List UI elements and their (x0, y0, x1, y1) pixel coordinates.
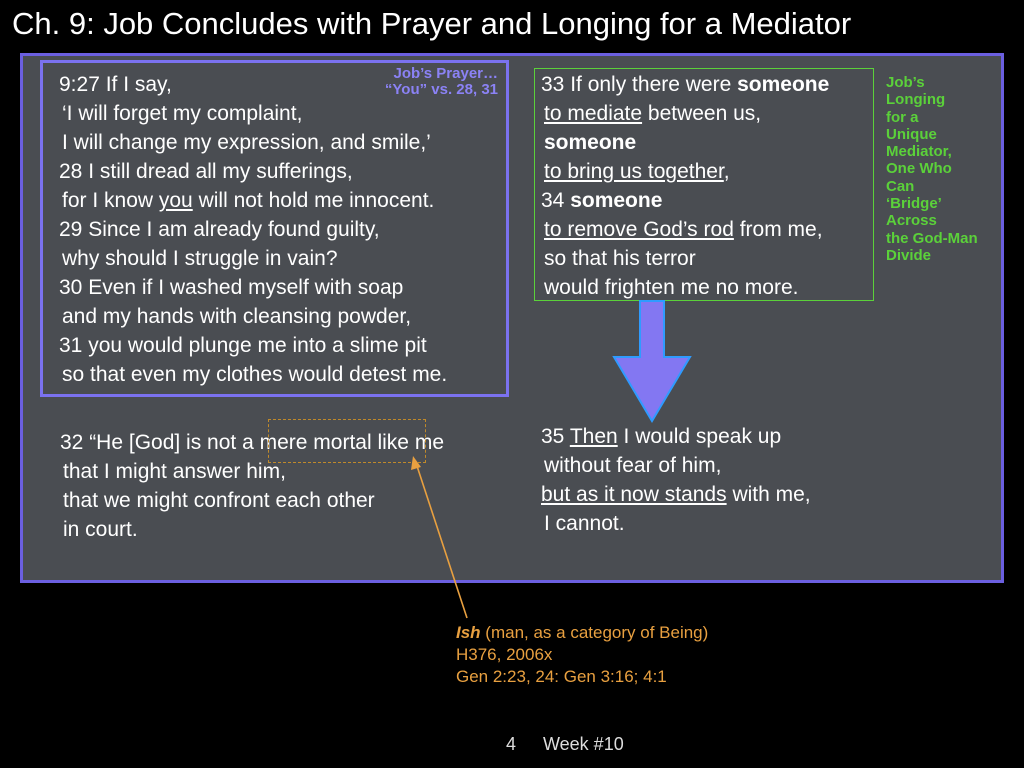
ish-word: Ish (456, 623, 481, 642)
verse-text: , (723, 160, 730, 183)
longing-label-line: Divide (886, 246, 932, 264)
verse-line: 30 Even if I washed myself with soap (59, 276, 404, 299)
verse-line (59, 186, 447, 215)
prayer-label (340, 66, 498, 98)
verse-line: that I might answer him, (63, 460, 286, 483)
underlined-phrase: to mediate (544, 102, 643, 125)
verse-text: from me, (733, 218, 823, 241)
longing-label-line: One Who (886, 160, 952, 178)
emphasis-someone: someone (737, 73, 830, 96)
verse-text: like me (371, 431, 444, 454)
down-arrow-icon (611, 300, 693, 424)
verse-text: between us, (642, 102, 762, 125)
verse-line: I cannot. (544, 512, 625, 535)
verse-line: so that even my clothes would detest me. (62, 363, 448, 386)
underlined-phrase: to remove God’s rod (544, 218, 734, 241)
verse-text: 33 If only there were (541, 73, 738, 96)
longing-label (886, 74, 978, 264)
verse-line: I will change my expression, and smile,’ (62, 131, 431, 154)
verse-line (541, 157, 829, 186)
verse-text: for I know (62, 189, 159, 212)
emphasis-someone: someone (544, 131, 637, 154)
verse-line: and my hands with cleansing powder, (62, 305, 412, 328)
verse-35-passage (541, 422, 811, 538)
week-label: Week #10 (543, 734, 624, 754)
verse-line: without fear of him, (544, 454, 722, 477)
ish-gloss: (man, as a category of Being) (480, 623, 709, 642)
verse-line: so that his terror (544, 247, 696, 270)
verse-text: with me, (726, 483, 811, 506)
emphasis-someone: someone (570, 189, 663, 212)
prayer-label-line: “You” vs. 28, 31 (384, 81, 498, 98)
longing-label-line: ‘Bridge’ (886, 195, 942, 213)
longing-label-line: Unique (886, 125, 937, 143)
longing-label-line: for a (886, 108, 919, 126)
longing-label-line: Across (886, 212, 937, 230)
longing-label-line: the God-Man (886, 229, 978, 247)
verse-line (541, 99, 829, 128)
job-prayer-passage (59, 70, 447, 389)
verse-line (541, 128, 829, 157)
page-number: 4 (506, 734, 517, 754)
ish-strongs: H376, 2006x (456, 645, 553, 664)
slide-title: Ch. 9: Job Concludes with Prayer and Longing for a Mediator (12, 6, 852, 41)
verse-line: that we might confront each other (63, 489, 375, 512)
ish-note (456, 622, 708, 688)
verse-text: will not hold me innocent. (192, 189, 435, 212)
verse-text: 34 (541, 189, 571, 212)
longing-label-line: Job’s (886, 74, 925, 91)
verse-line: 28 I still dread all my sufferings, (59, 160, 353, 183)
verse-text: 32 “He [God] is not (60, 431, 243, 454)
verse-line: would frighten me no more. (544, 276, 799, 299)
verse-line (541, 186, 829, 215)
verse-line (541, 215, 829, 244)
longing-label-line: Mediator, (886, 143, 952, 161)
verse-line: why should I struggle in vain? (62, 247, 338, 270)
verse-text: 35 (541, 425, 570, 448)
mere-mortal-phrase: a mere mortal (242, 431, 372, 454)
verse-line: in court. (63, 518, 138, 541)
underlined-you: you (158, 189, 193, 212)
verse-line: 31 you would plunge me into a slime pit (59, 334, 427, 357)
underlined-phrase: but as it now stands (541, 483, 727, 506)
ish-references: Gen 2:23, 24: Gen 3:16; 4:1 (456, 667, 667, 686)
prayer-label-line: Job’s Prayer… (393, 65, 498, 82)
verse-line: 9:27 If I say, (59, 73, 172, 96)
ish-note-line (456, 622, 708, 644)
verse-line (541, 480, 811, 509)
longing-label-line: Can (886, 177, 915, 195)
underlined-then: Then (569, 425, 618, 448)
annotation-arrow-icon (400, 455, 480, 625)
underlined-phrase: to bring us together (544, 160, 724, 183)
longing-label-line: Longing (886, 91, 946, 109)
verse-text: I would speak up (617, 425, 782, 448)
verse-line: ‘I will forget my complaint, (62, 102, 303, 125)
verse-line (541, 70, 829, 99)
mediator-passage (541, 70, 829, 302)
verse-line: 29 Since I am already found guilty, (59, 218, 380, 241)
verse-line (541, 422, 811, 451)
